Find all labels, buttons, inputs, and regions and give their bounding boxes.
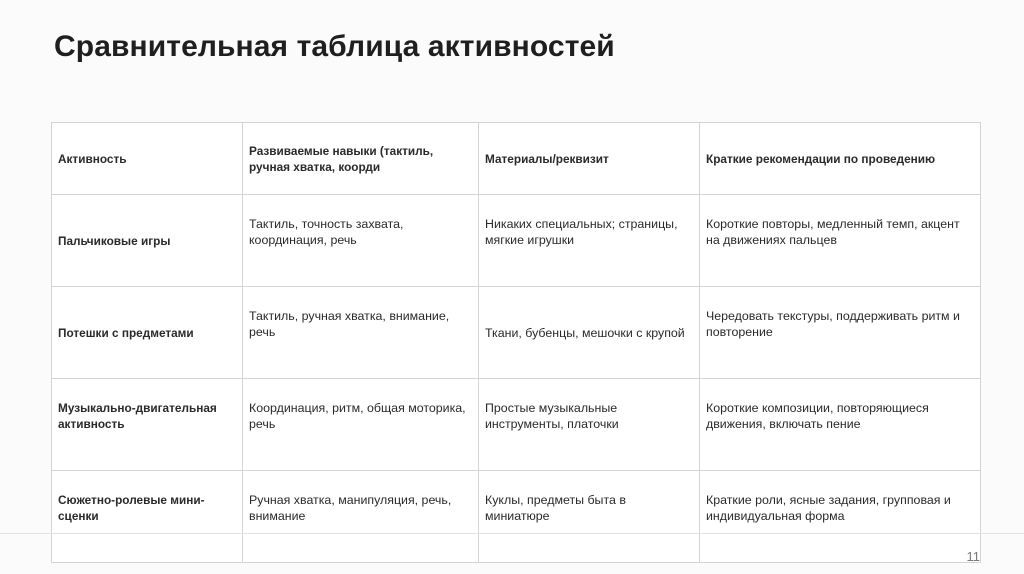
- recommendations-cell: Короткие композиции, повторяющиеся движения, включать пение: [700, 379, 981, 471]
- materials-cell: Никаких специальных; страницы, мягкие игрушки: [479, 195, 700, 287]
- footer-divider: [0, 533, 1024, 534]
- header-activity: Активность: [52, 123, 243, 195]
- table-body: [52, 195, 981, 563]
- header-materials: Материалы/реквизит: [479, 123, 700, 195]
- activity-cell: Потешки с предметами: [52, 287, 243, 379]
- recommendations-cell: Короткие повторы, медленный темп, акцент на движениях пальцев: [700, 195, 981, 287]
- table-row: [52, 195, 981, 287]
- skills-cell: Тактиль, точность захвата, координация, речь: [243, 195, 479, 287]
- activity-cell: Пальчиковые игры: [52, 195, 243, 287]
- skills-cell: Тактиль, ручная хватка, внимание, речь: [243, 287, 479, 379]
- table-row: [52, 471, 981, 563]
- recommendations-cell: Чередовать текстуры, поддерживать ритм и повторение: [700, 287, 981, 379]
- header-skills: Развиваемые навыки (тактиль, ручная хватка, коорди: [243, 123, 479, 195]
- recommendations-cell: Краткие роли, ясные задания, групповая и индивидуальная форма: [700, 471, 981, 563]
- materials-cell: Куклы, предметы быта в миниатюре: [479, 471, 700, 563]
- table-header: [52, 123, 981, 195]
- activity-cell: Музыкально-двигательная активность: [52, 379, 243, 471]
- comparison-table: [51, 122, 981, 563]
- activity-cell: Сюжетно-ролевые мини-сценки: [52, 471, 243, 563]
- slide-title: Сравнительная таблица активностей: [54, 30, 615, 63]
- comparison-table-container: [51, 122, 980, 563]
- table-row: [52, 287, 981, 379]
- header-recommendations: Краткие рекомендации по проведению: [700, 123, 981, 195]
- page-number: 11: [966, 549, 980, 564]
- table-header-row: [52, 123, 981, 195]
- materials-cell: Простые музыкальные инструменты, платочки: [479, 379, 700, 471]
- materials-cell: Ткани, бубенцы, мешочки с крупой: [479, 287, 700, 379]
- table-row: [52, 379, 981, 471]
- skills-cell: Ручная хватка, манипуляция, речь, внимание: [243, 471, 479, 563]
- skills-cell: Координация, ритм, общая моторика, речь: [243, 379, 479, 471]
